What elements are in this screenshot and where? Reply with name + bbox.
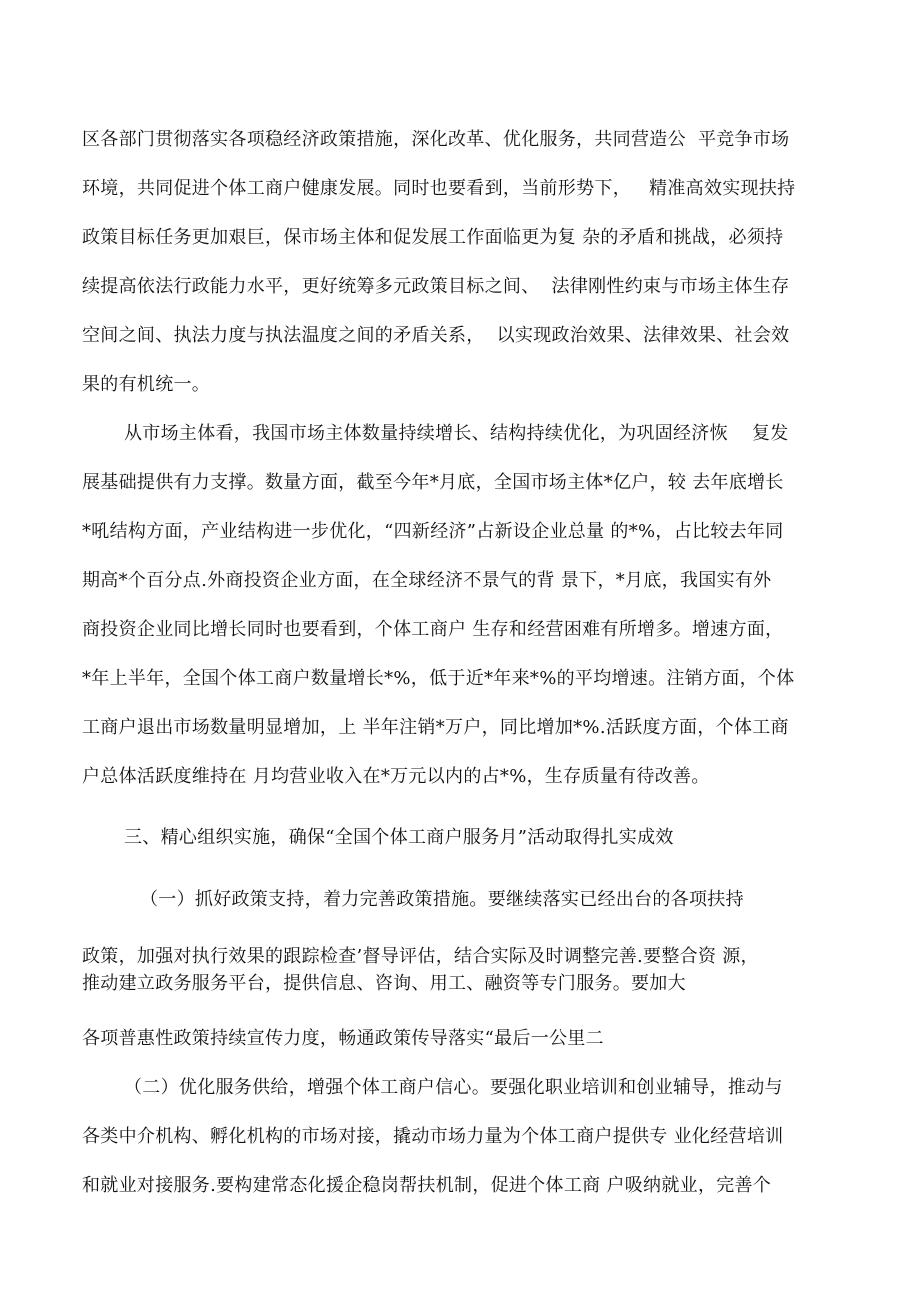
paragraph-1-line-2: 环境，共同促进个体工商户健康发展。同时也要看到，当前形势下， 精准高效实现扶持 — [82, 178, 796, 199]
paragraph-1-line-4: 续提高依法行政能力水平，更好统筹多元政策目标之间、 法律刚性约束与市场主体生存 — [82, 276, 790, 297]
subsection-2-heading-line: （二）优化服务供给，增强个体工商户信心。要强化职业培训和创业辅导，推动与 — [124, 1077, 783, 1098]
section-heading: 三、精心组织实施，确保“全国个体工商户服务月”活动取得扎实成效 — [124, 827, 674, 848]
subsection-1-heading-line: （一）抓好政策支持，着力完善政策措施。要继续落实已经出台的各项扶持 — [140, 889, 744, 910]
paragraph-2-line-5: 商投资企业同比增长同时也要看到，个体工商户 生存和经营困难有所增多。增速方面， — [82, 619, 784, 640]
subsection-1-line-2: 推动建立政务服务平台，提供信息、咨询、用工、融资等专门服务。要加大 — [82, 973, 686, 994]
paragraph-2-line-4: 期高*个百分点.外商投资企业方面，在全球经济不景气的背 景下，*月底，我国实有外 — [82, 570, 772, 591]
subsection-1-line-1: 政策，加强对执行效果的跟踪检查’督导评估，结合实际及时调整完善.要整合资 源， — [82, 946, 759, 967]
paragraph-2-line-3: *吼结构方面，产业结构进一步优化，“四新经济”占新设企业总量 的*%，占比较去年同 — [82, 521, 784, 542]
paragraph-1-line-1: 区各部门贯彻落实各项稳经济政策措施，深化改革、优化服务，共同营造公 平竞争市场 — [82, 129, 790, 150]
paragraph-1-line-6: 果的有机统一。 — [82, 374, 211, 395]
subsection-1-line-3: 各项普惠性政策持续宣传力度，畅通政策传导落实“最后一公里二 — [82, 1028, 604, 1049]
subsection-2-line-1: 各类中介机构、孵化机构的市场对接，撬动市场力量为个体工商户提供专 业化经营培训 — [82, 1126, 784, 1147]
paragraph-2-line-8: 户总体活跃度维持在 月均营业收入在*万元以内的占*%，生存质量有待改善。 — [82, 766, 710, 787]
paragraph-1-line-3: 政策目标任务更加艰巨，保市场主体和促发展工作面临更为复 杂的矛盾和挑战，必须持 — [82, 227, 784, 248]
subsection-2-line-2: 和就业对接服务.要构建常态化援企稳岗帮扶机制，促进个体工商 户吸纳就业，完善个 — [82, 1175, 772, 1196]
paragraph-2-line-1: 从市场主体看，我国市场主体数量持续增长、结构持续优化，为巩固经济恢 复发 — [124, 423, 789, 444]
paragraph-2-line-2: 展基础提供有力支撑。数量方面，截至今年*月底，全国市场主体*亿户，较 去年底增长 — [82, 472, 784, 493]
paragraph-2-line-6: *年上半年，全国个体工商户数量增长*%，低于近*年来*%的平均增速。注销方面，个体 — [82, 668, 795, 689]
paragraph-1-line-5: 空间之间、执法力度与执法温度之间的矛盾关系， 以实现政治效果、法律效果、社会效 — [82, 325, 790, 346]
paragraph-2-line-7: 工商户退出市场数量明显增加，上 半年注销*万户，同比增加*%.活跃度方面，个体工商 — [82, 717, 789, 738]
